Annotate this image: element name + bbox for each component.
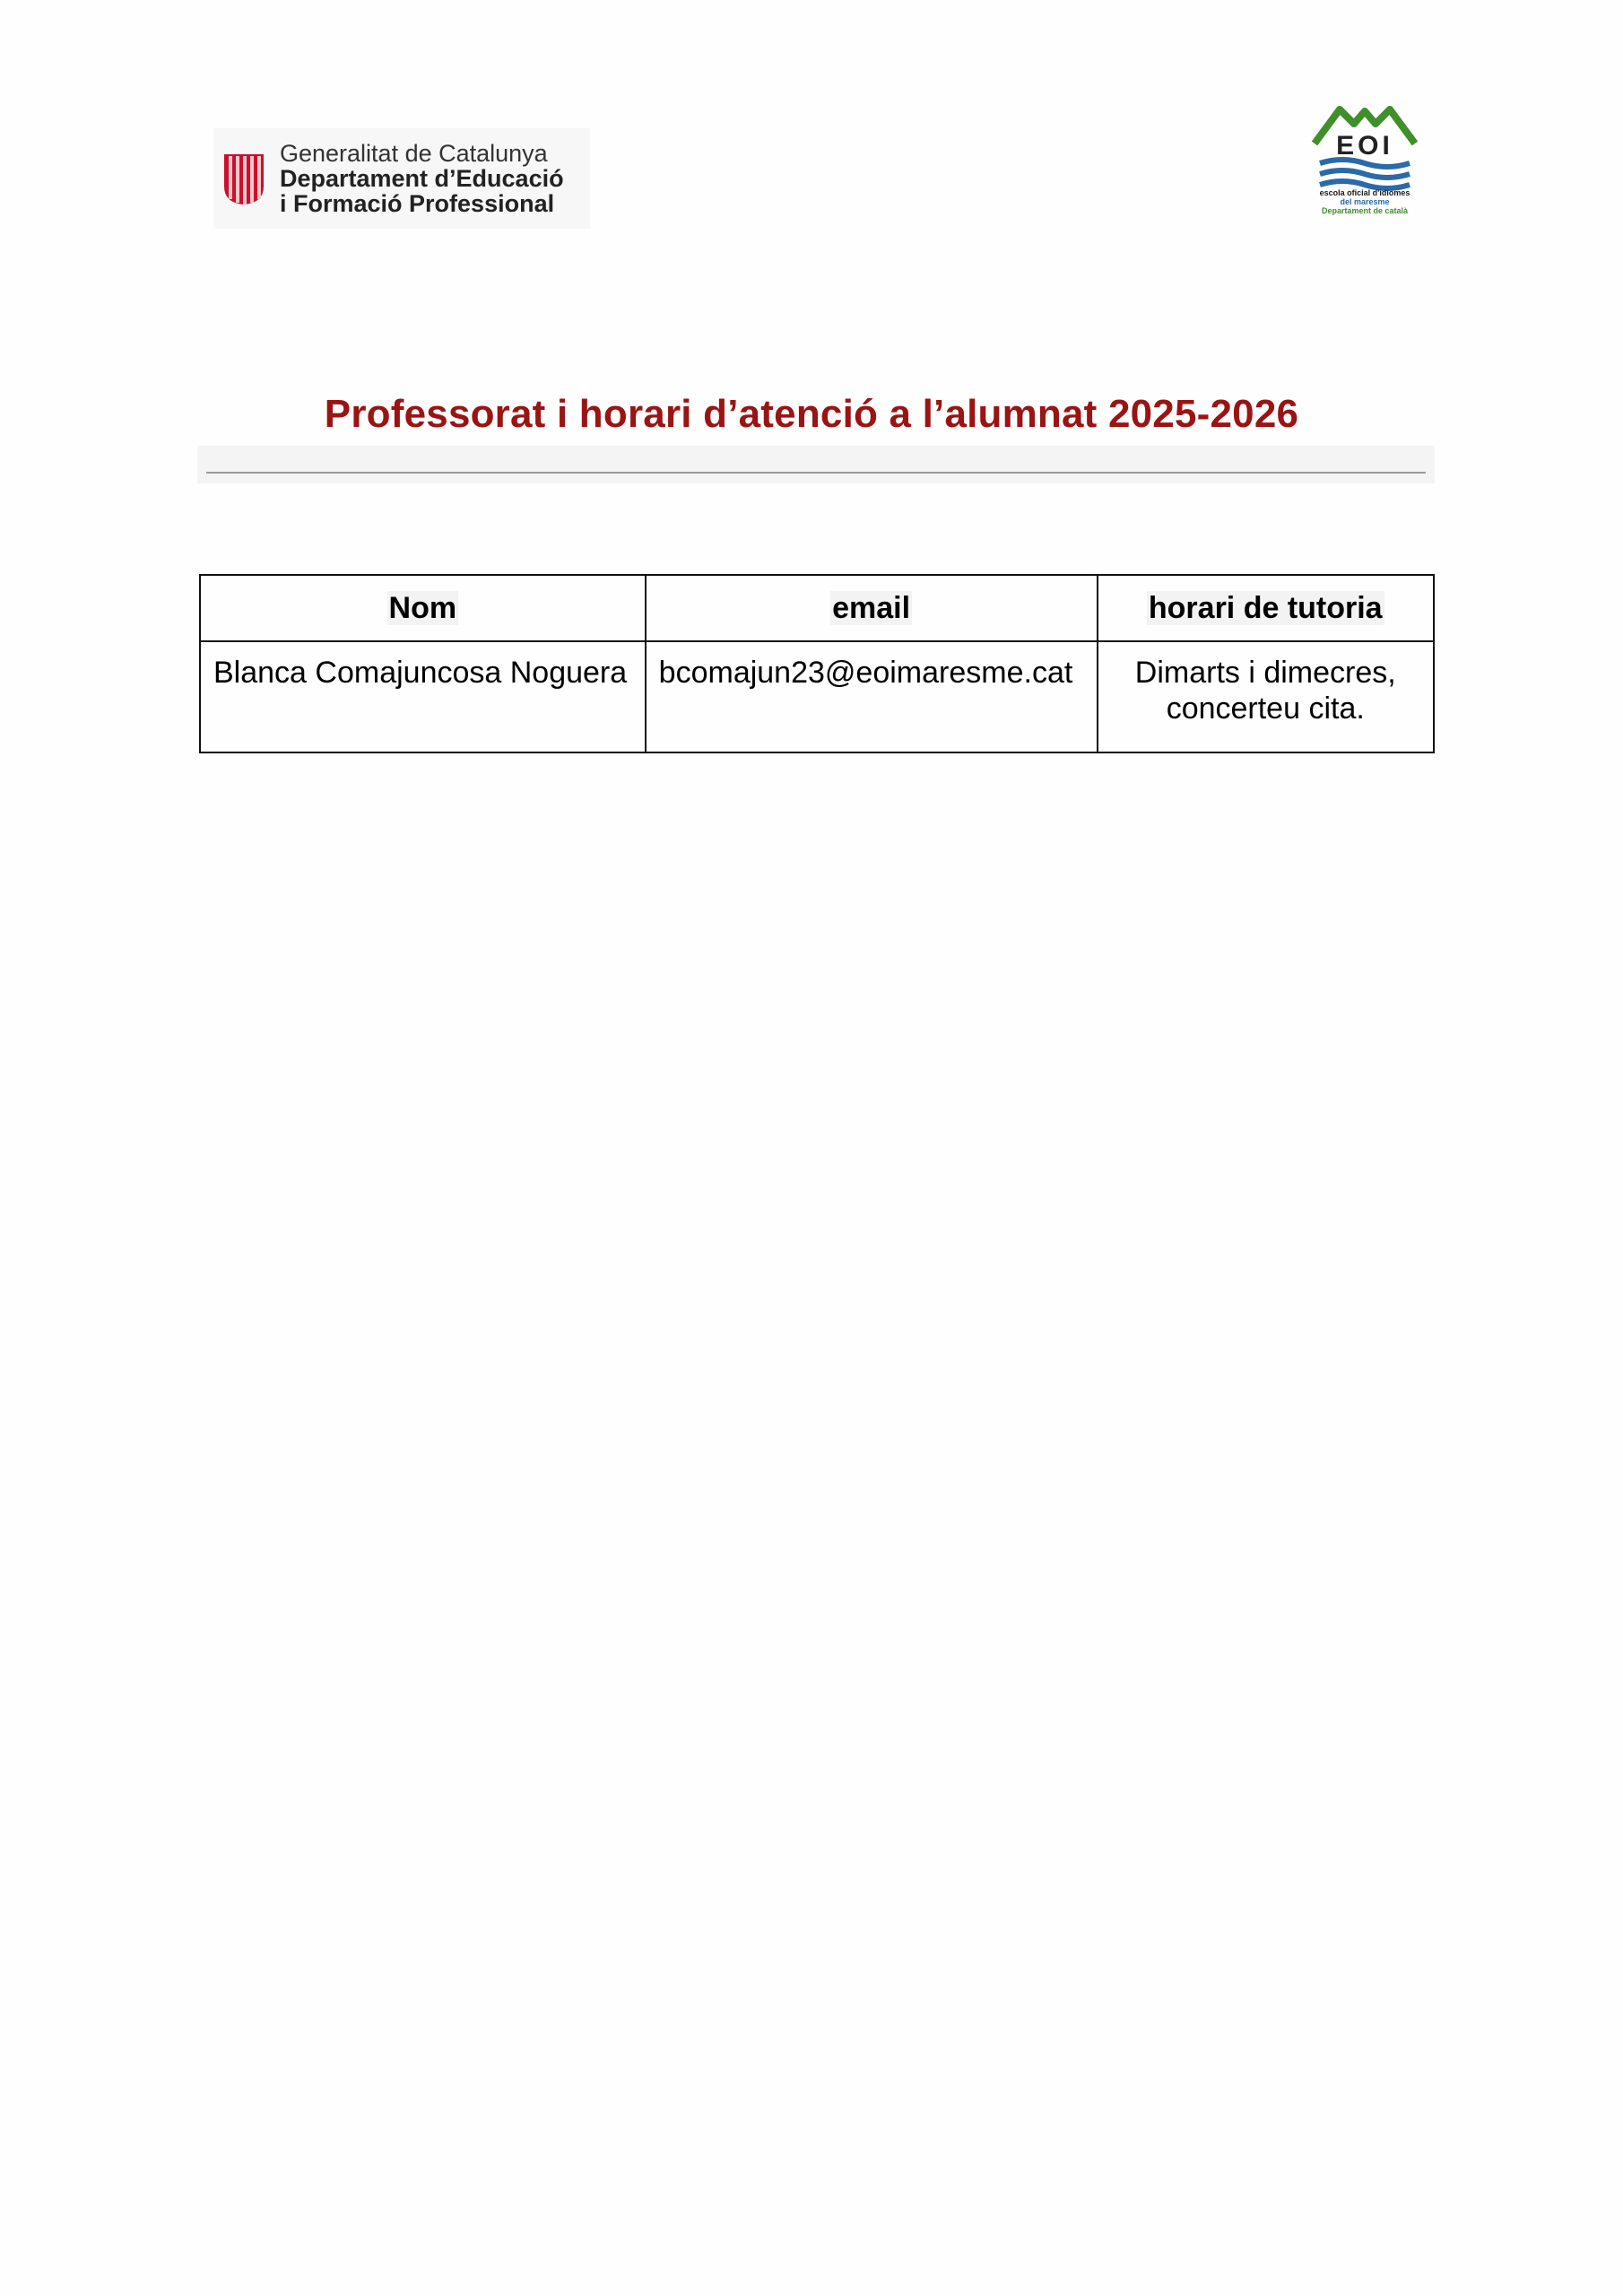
table-header-row	[200, 575, 1434, 641]
department-name-line1: Departament d’Educació	[280, 165, 564, 192]
generalitat-emblem-icon	[221, 151, 267, 206]
tutoring-hours-cell	[1098, 641, 1435, 752]
column-header-hours: horari de tutoria	[1098, 575, 1435, 641]
tutoring-hours-line1: Dimarts i dimecres,	[1134, 656, 1396, 690]
tutoring-hours-line2: concerteu cita.	[1166, 691, 1365, 726]
teacher-name-cell: Blanca Comajuncosa Noguera	[200, 641, 646, 752]
eoi-caption-line2: del maresme	[1340, 197, 1390, 206]
title-underline-band	[197, 446, 1435, 483]
generalitat-logo	[213, 128, 590, 229]
table-row	[200, 641, 1434, 752]
eoi-caption-line1: escola oficial d'idiomes	[1319, 188, 1410, 197]
department-name-line2: i Formació Professional	[280, 190, 555, 217]
title-divider	[206, 472, 1426, 474]
generalitat-name: Generalitat de Catalunya	[280, 140, 548, 167]
tutors-table	[199, 574, 1435, 753]
teacher-email-cell[interactable]: bcomajun23@eoimaresme.cat	[646, 641, 1098, 752]
eoi-logo-caption	[1302, 188, 1428, 215]
column-header-email: email	[646, 575, 1098, 641]
eoi-caption-line3: Departament de català	[1321, 206, 1409, 215]
column-header-name: Nom	[200, 575, 646, 641]
eoi-logo-letters: EOI	[1336, 131, 1393, 161]
page-title: Professorat i horari d’atenció a l’alumnat 2025-2026	[324, 392, 1299, 436]
